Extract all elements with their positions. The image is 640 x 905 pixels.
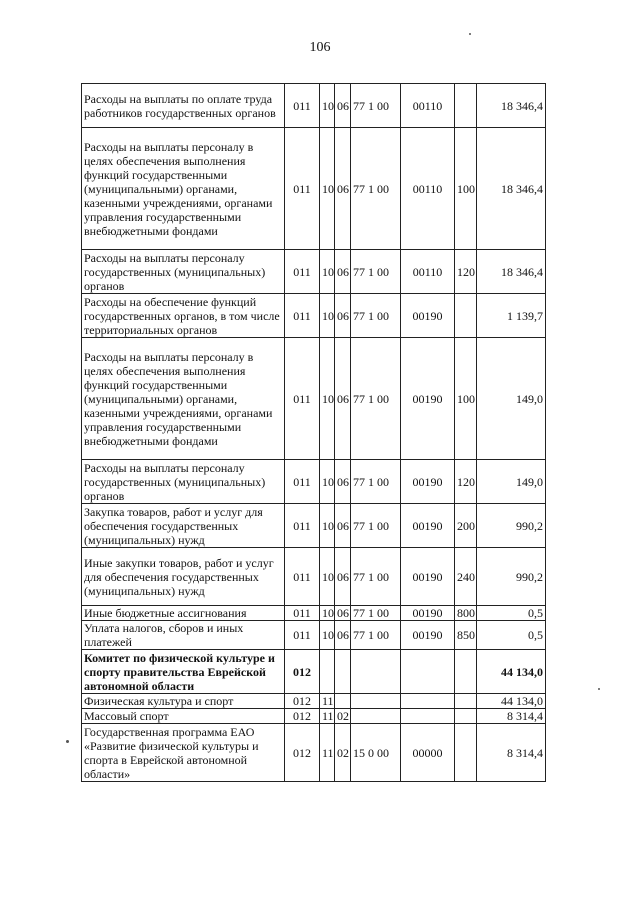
target-direction-code: 00190 xyxy=(401,548,455,606)
subsection-code xyxy=(335,694,351,709)
ministry-code: 011 xyxy=(285,338,320,460)
amount: 149,0 xyxy=(477,460,546,504)
section-code xyxy=(320,650,335,694)
ministry-code: 011 xyxy=(285,621,320,650)
amount: 0,5 xyxy=(477,621,546,650)
amount: 8 314,4 xyxy=(477,709,546,724)
ministry-code: 011 xyxy=(285,504,320,548)
section-code: 10 xyxy=(320,128,335,250)
section-code: 10 xyxy=(320,460,335,504)
ministry-code: 012 xyxy=(285,724,320,782)
section-code: 10 xyxy=(320,606,335,621)
section-code: 10 xyxy=(320,621,335,650)
row-name: Расходы на выплаты по оплате труда работников государственных органов xyxy=(82,84,285,128)
row-name: Массовый спорт xyxy=(82,709,285,724)
amount: 18 346,4 xyxy=(477,128,546,250)
row-name: Расходы на выплаты персоналу государственных (муниципальных) органов xyxy=(82,460,285,504)
section-code: 11 xyxy=(320,694,335,709)
table-row xyxy=(82,606,546,621)
row-name: Иные бюджетные ассигнования xyxy=(82,606,285,621)
target-article-code xyxy=(351,650,401,694)
target-article-code: 77 1 00 xyxy=(351,128,401,250)
section-code: 11 xyxy=(320,724,335,782)
target-direction-code: 00110 xyxy=(401,250,455,294)
row-name: Уплата налогов, сборов и иных платежей xyxy=(82,621,285,650)
amount: 149,0 xyxy=(477,338,546,460)
target-article-code xyxy=(351,709,401,724)
expense-type-code xyxy=(455,84,477,128)
row-name: Комитет по физической культуре и спорту правительства Еврейской автономной области xyxy=(82,650,285,694)
ministry-code: 011 xyxy=(285,84,320,128)
subsection-code: 06 xyxy=(335,84,351,128)
target-article-code: 77 1 00 xyxy=(351,548,401,606)
ministry-code: 011 xyxy=(285,460,320,504)
target-direction-code: 00190 xyxy=(401,294,455,338)
expense-type-code: 120 xyxy=(455,250,477,294)
table-row xyxy=(82,694,546,709)
subsection-code: 06 xyxy=(335,504,351,548)
row-name: Иные закупки товаров, работ и услуг для обеспечения государственных (муниципальных) нужд xyxy=(82,548,285,606)
target-direction-code xyxy=(401,709,455,724)
amount: 8 314,4 xyxy=(477,724,546,782)
target-direction-code: 00000 xyxy=(401,724,455,782)
row-name: Физическая культура и спорт xyxy=(82,694,285,709)
subsection-code: 06 xyxy=(335,338,351,460)
target-article-code: 77 1 00 xyxy=(351,460,401,504)
section-code: 10 xyxy=(320,504,335,548)
row-name: Расходы на выплаты персоналу государственных (муниципальных) органов xyxy=(82,250,285,294)
section-code: 10 xyxy=(320,548,335,606)
expense-type-code: 200 xyxy=(455,504,477,548)
subsection-code: 06 xyxy=(335,606,351,621)
row-name: Расходы на обеспечение функций государственных органов, в том числе территориальных органов xyxy=(82,294,285,338)
scan-speck xyxy=(598,688,600,690)
target-direction-code: 00190 xyxy=(401,606,455,621)
scan-speck xyxy=(66,740,69,743)
amount: 0,5 xyxy=(477,606,546,621)
target-article-code: 15 0 00 xyxy=(351,724,401,782)
table-row xyxy=(82,621,546,650)
row-name: Государственная программа ЕАО «Развитие физической культуры и спорта в Еврейской автономной области» xyxy=(82,724,285,782)
subsection-code: 02 xyxy=(335,709,351,724)
table-row xyxy=(82,709,546,724)
target-direction-code xyxy=(401,694,455,709)
target-direction-code: 00190 xyxy=(401,338,455,460)
expense-type-code xyxy=(455,724,477,782)
target-direction-code xyxy=(401,650,455,694)
target-article-code xyxy=(351,694,401,709)
table-row xyxy=(82,650,546,694)
amount: 990,2 xyxy=(477,504,546,548)
table-row xyxy=(82,250,546,294)
target-direction-code: 00190 xyxy=(401,460,455,504)
expense-type-code: 240 xyxy=(455,548,477,606)
budget-table-body xyxy=(82,84,546,782)
ministry-code: 011 xyxy=(285,250,320,294)
expense-type-code: 100 xyxy=(455,128,477,250)
ministry-code: 011 xyxy=(285,606,320,621)
subsection-code: 06 xyxy=(335,460,351,504)
table-row xyxy=(82,460,546,504)
section-code: 10 xyxy=(320,338,335,460)
section-code: 10 xyxy=(320,294,335,338)
subsection-code: 06 xyxy=(335,548,351,606)
target-article-code: 77 1 00 xyxy=(351,504,401,548)
target-article-code: 77 1 00 xyxy=(351,621,401,650)
scan-speck xyxy=(469,33,471,35)
expense-type-code xyxy=(455,709,477,724)
subsection-code: 06 xyxy=(335,250,351,294)
amount: 990,2 xyxy=(477,548,546,606)
target-direction-code: 00190 xyxy=(401,504,455,548)
page-number: 106 xyxy=(309,40,331,55)
target-direction-code: 00110 xyxy=(401,84,455,128)
ministry-code: 011 xyxy=(285,128,320,250)
target-article-code: 77 1 00 xyxy=(351,606,401,621)
target-article-code: 77 1 00 xyxy=(351,338,401,460)
budget-table xyxy=(81,83,546,782)
expense-type-code: 850 xyxy=(455,621,477,650)
row-name: Расходы на выплаты персоналу в целях обеспечения выполнения функций государственными (муниципальными) органами, казенными учреждениями, органами управления государственными внебюджетными фондами xyxy=(82,338,285,460)
ministry-code: 011 xyxy=(285,548,320,606)
table-row xyxy=(82,128,546,250)
expense-type-code xyxy=(455,294,477,338)
expense-type-code: 100 xyxy=(455,338,477,460)
amount: 1 139,7 xyxy=(477,294,546,338)
table-row xyxy=(82,294,546,338)
table-row xyxy=(82,504,546,548)
ministry-code: 012 xyxy=(285,709,320,724)
section-code: 10 xyxy=(320,84,335,128)
table-row xyxy=(82,338,546,460)
target-article-code: 77 1 00 xyxy=(351,294,401,338)
subsection-code: 06 xyxy=(335,294,351,338)
section-code: 10 xyxy=(320,250,335,294)
ministry-code: 012 xyxy=(285,694,320,709)
subsection-code xyxy=(335,650,351,694)
amount: 18 346,4 xyxy=(477,250,546,294)
expense-type-code: 800 xyxy=(455,606,477,621)
ministry-code: 012 xyxy=(285,650,320,694)
target-article-code: 77 1 00 xyxy=(351,250,401,294)
row-name: Закупка товаров, работ и услуг для обеспечения государственных (муниципальных) нужд xyxy=(82,504,285,548)
table-row xyxy=(82,84,546,128)
table-row xyxy=(82,548,546,606)
target-article-code: 77 1 00 xyxy=(351,84,401,128)
expense-type-code xyxy=(455,694,477,709)
target-direction-code: 00190 xyxy=(401,621,455,650)
subsection-code: 06 xyxy=(335,621,351,650)
ministry-code: 011 xyxy=(285,294,320,338)
amount: 44 134,0 xyxy=(477,694,546,709)
row-name: Расходы на выплаты персоналу в целях обеспечения выполнения функций государственными (муниципальными) органами, казенными учреждениями, органами управления государственными внебюджетными фондами xyxy=(82,128,285,250)
expense-type-code xyxy=(455,650,477,694)
expense-type-code: 120 xyxy=(455,460,477,504)
target-direction-code: 00110 xyxy=(401,128,455,250)
section-code: 11 xyxy=(320,709,335,724)
table-row xyxy=(82,724,546,782)
subsection-code: 06 xyxy=(335,128,351,250)
amount: 44 134,0 xyxy=(477,650,546,694)
amount: 18 346,4 xyxy=(477,84,546,128)
subsection-code: 02 xyxy=(335,724,351,782)
